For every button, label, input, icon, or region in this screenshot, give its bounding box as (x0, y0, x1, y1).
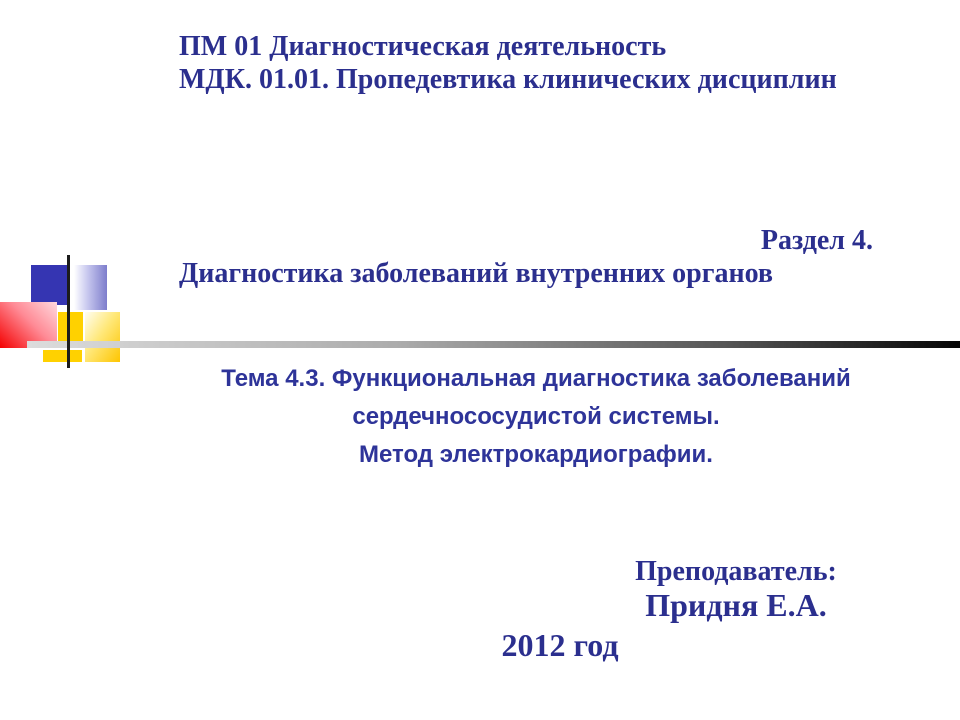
teacher-label: Преподаватель: (635, 556, 837, 587)
course-header-line1: ПМ 01 Диагностическая деятельность (179, 31, 667, 62)
topic-line1: Тема 4.3. Функциональная диагностика заболеваний (221, 365, 851, 392)
section-number: Раздел 4. (760, 225, 873, 256)
section-title: Диагностика заболеваний внутренних органов (179, 258, 774, 289)
year-label: 2012 год (501, 627, 619, 663)
vertical-line (67, 255, 70, 368)
yellow-square-top (58, 312, 83, 343)
course-header (179, 30, 899, 96)
course-header-line2: МДК. 01.01. Пропедевтика клинических дисциплин (179, 64, 837, 95)
yellow-gradient-square (85, 312, 120, 362)
topic-title (136, 360, 936, 474)
teacher-name: Придня Е.А. (645, 587, 827, 623)
divider-bar (27, 341, 960, 348)
blue-square (31, 265, 68, 305)
yellow-square-bottom (43, 350, 82, 362)
topic-line3: Метод электрокардиографии. (359, 441, 713, 468)
blue-gradient-square (74, 265, 107, 310)
topic-line2: сердечнососудистой системы. (352, 403, 720, 430)
section-heading (179, 224, 873, 290)
